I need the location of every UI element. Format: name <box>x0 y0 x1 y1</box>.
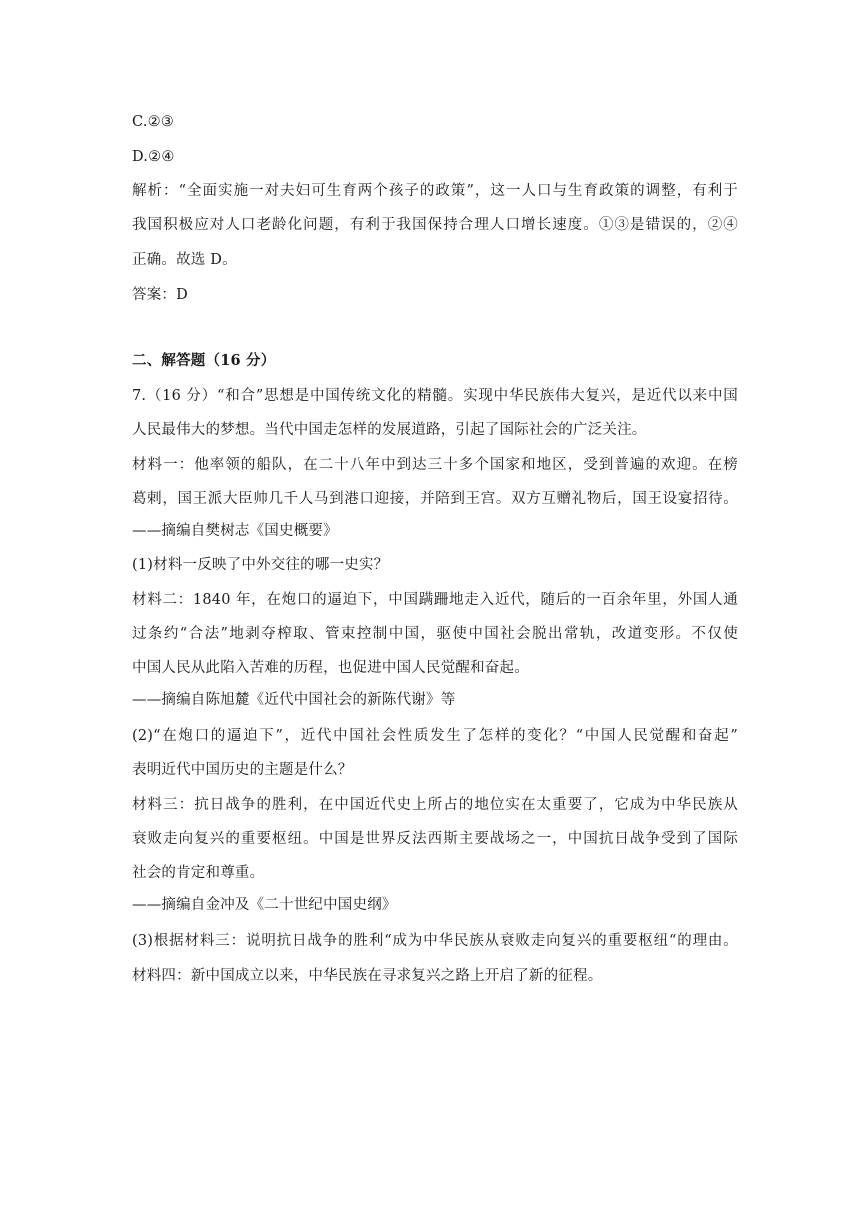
material-3-line-1: 材料三：抗日战争的胜利，在中国近代史上所占的地位实在太重要了，它成为中华民族从 <box>132 797 738 813</box>
material-2-line-3: 中国人民从此陷入苦难的历程，也促进中国人民觉醒和奋起。 <box>132 660 529 676</box>
material-3-source: ——摘编自金冲及《二十世纪中国史纲》 <box>132 897 397 913</box>
section-title: 二、解答题（16 分） <box>132 352 276 369</box>
question-2-line-2: 表明近代中国历史的主题是什么？ <box>132 762 353 778</box>
material-3-line-2: 衰败走向复兴的重要枢纽。中国是世界反法西斯主要战场之一，中国抗日战争受到了国际 <box>132 831 738 847</box>
material-1-source: ——摘编自樊树志《国史概要》 <box>132 523 338 539</box>
option-c: C.②③ <box>132 114 174 130</box>
question-3: (3)根据材料三：说明抗日战争的胜利“成为中华民族从衰败走向复兴的重要枢纽“的理由。 <box>132 933 738 949</box>
question-7-intro-line-2: 人民最伟大的梦想。当代中国走怎样的发展道路，引起了国际社会的广泛关注。 <box>132 422 647 438</box>
analysis-line-2: 我国积极应对人口老龄化问题，有利于我国保持合理人口增长速度。①③是错误的，②④ <box>132 217 738 233</box>
analysis-line-3: 正确。故选 D。 <box>132 252 237 268</box>
material-4-line-1: 材料四：新中国成立以来，中华民族在寻求复兴之路上开启了新的征程。 <box>132 968 603 984</box>
question-7-intro-line-1: 7.（16 分）“和合”思想是中国传统文化的精髓。实现中华民族伟大复兴，是近代以来中国 <box>132 388 738 404</box>
material-3-line-3: 社会的肯定和尊重。 <box>132 865 265 881</box>
analysis-line-1: 解析：“全面实施一对夫妇可生育两个孩子的政策”，这一人口与生育政策的调整，有利于 <box>132 183 738 199</box>
material-2-line-2: 过条约“合法”地剥夺榨取、管束控制中国，驱使中国社会脱出常轨，改道变形。不仅使 <box>132 626 738 642</box>
answer: 答案：D <box>132 287 188 303</box>
option-d: D.②④ <box>132 149 175 165</box>
material-2-line-1: 材料二：1840 年，在炮口的逼迫下，中国蹒跚地走入近代，随后的一百余年里，外国人通 <box>132 592 738 608</box>
material-1-line-2: 葛剌，国王派大臣帅几千人马到港口迎接，并陪到王宫。双方互赠礼物后，国王设宴招待。 <box>132 491 738 507</box>
material-1-line-1: 材料一：他率领的船队，在二十八年中到达三十多个国家和地区，受到普遍的欢迎。在榜 <box>132 457 738 473</box>
material-2-source: ——摘编自陈旭麓《近代中国社会的新陈代谢》等 <box>132 692 456 708</box>
question-1: (1)材料一反映了中外交往的哪一史实？ <box>132 557 389 573</box>
question-2-line-1: (2)“在炮口的逼迫下”，近代中国社会性质发生了怎样的变化？“中国人民觉醒和奋起” <box>132 728 738 744</box>
